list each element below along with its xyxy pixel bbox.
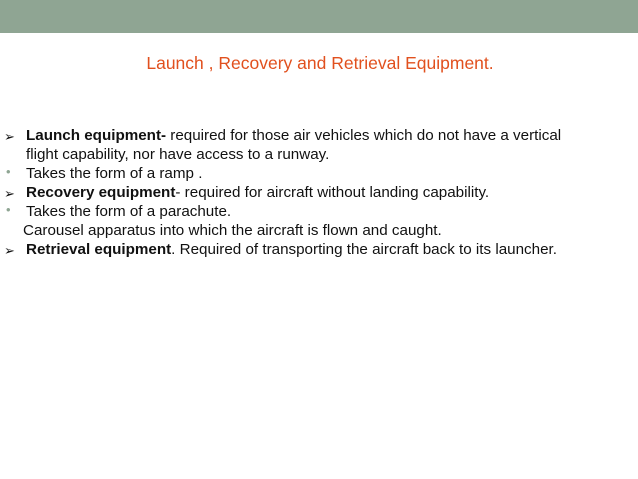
dot-bullet-icon: • [6, 164, 11, 179]
arrow-bullet-icon: ➢ [4, 243, 15, 258]
list-item-ramp: • Takes the form of a ramp . [6, 164, 203, 182]
top-bar [0, 0, 638, 33]
slide-body [4, 126, 574, 259]
list-item-retrieval: ➢ Retrieval equipment. Required of transporting the aircraft back to its launcher. [4, 241, 557, 258]
list-item-carousel: Carousel apparatus into which the aircraft is flown and caught. [23, 222, 442, 239]
dot-bullet-icon: • [6, 202, 11, 217]
arrow-bullet-icon: ➢ [4, 129, 15, 144]
arrow-bullet-icon: ➢ [4, 186, 15, 201]
list-item-parachute: • Takes the form of a parachute. [6, 202, 232, 220]
list-item-recovery: ➢ Recovery equipment- required for aircraft without landing capability. [4, 184, 490, 201]
list-item-launch: ➢ Launch equipment- required for those air vehicles which do not have a vertical flight capability, nor have access to a runway. [4, 127, 562, 163]
slide-title: Launch , Recovery and Retrieval Equipment. [146, 53, 494, 73]
